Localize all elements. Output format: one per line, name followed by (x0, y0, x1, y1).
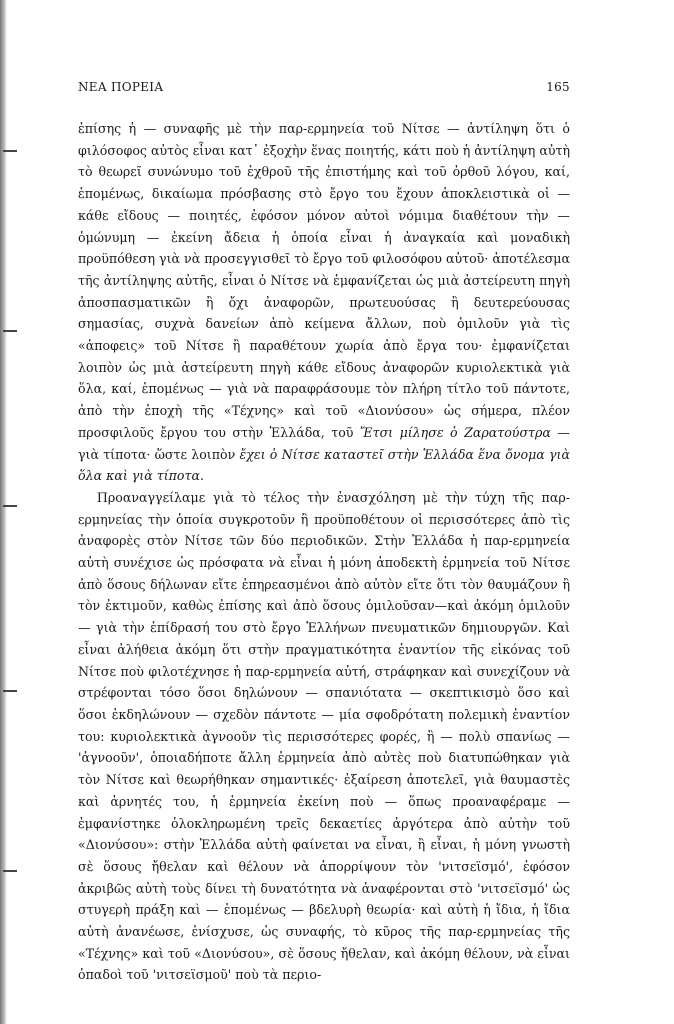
spine-tick-mark (3, 330, 17, 332)
spine-tick-mark (3, 870, 17, 872)
text-run: Προαναγγείλαμε γιὰ τὸ τέλος τὴν ἐνασχόληση μὲ τὴν τύχη τῆς παρ-ερμηνείας τὴν ὁποία συγκροτοῦν ἢ προϋποθέτουν οἱ περισσότερες ἀπὸ τὶς ἀναφορὲς στὸν Νίτσε τῶν δύο περιοδικῶν. Στὴν Ἑλλάδα ἡ παρ-ερμηνεία αὐτὴ συνέχισε ὡς πρόσφατα νὰ εἶναι ἡ μόνη ἀποδεκτὴ ἑρμηνεία τοῦ Νίτσε ἀπὸ ὅσους δήλωναν εἴτε ἐπηρεασμένοι ἀπὸ αὐτὸν εἴτε ὅτι τὸν θαυμάζουν ἢ τὸν ἐκτιμοῦν, καθὼς ἐπίσης καὶ ἀπὸ ὅσους ὁμιλοῦσαν—καὶ ἀκόμη ὁμιλοῦν — γιὰ τὴν ἐπίδρασή του στὸ ἔργο Ἑλλήνων πνευματικῶν δημιουργῶν. Καὶ εἶναι ἀλήθεια ἀκόμη ὅτι στὴν πραγματικότητα ἐναντίον τῆς εἰκόνας τοῦ Νίτσε ποὺ φιλοτέχνησε ἡ παρ-ερμηνεία αὐτή, στράφηκαν καὶ συνεχίζουν νὰ στρέφονται τόσο ὅσοι δηλώνουν — σπανιότατα — σκεπτικισμὸ ὅσο καὶ ὅσοι ἐκδηλώνουν — σχεδὸν πάντοτε — μία σφοδρότατη πολεμικὴ ἐναντίον του: κυριολεκτικὰ ἀγνοοῦν τὶς περισσότερες φορές, ἢ — πολὺ σπανίως — 'ἀγνοοῦν', ὁποιαδήποτε ἄλλη ἑρμηνεία ἀπὸ αὐτὲς ποὺ διατυπώθηκαν γιὰ τὸν Νίτσε καὶ θεωρήθηκαν σημαντικές· ἐξαίρεση ἀποτελεῖ, γιὰ θαυμαστὲς καὶ ἀρνητές του, ἡ ἑρμηνεία ἐκείνη ποὺ — ὅπως προαναφέραμε — ἐμφανίστηκε ὁλοκληρωμένη τρεῖς δεκαετίες ἀργότερα ἀπὸ αὐτὴν τοῦ «Διονύσου»: στὴν Ἑλλάδα αὐτὴ φαίνεται να εἶναι, ἢ εἶναι, ἡ μόνη γνωστὴ σὲ ὅσους ἤθελαν καὶ θέλουν νὰ ἀπορρίψουν τὸν 'νιτσεϊσμό', ἐφόσον ἀκριβῶς αὐτὴ τοὺς δίνει τὴ δυνατότητα νὰ ἀναφέρονται στὸ 'νιτσεϊσμό' ὡς στυγερὴ πράξη καὶ — ἑπομένως — βδελυρὴ θεωρία· καὶ αὐτὴ ἡ ἴδια, ἡ ἴδια αὐτὴ ἀνανέωσε, ἐνίσχυσε, ὡς συναφής, τὸ κῦρος τῆς παρ-ερμηνείας τῆς «Τέχνης» καὶ τοῦ «Διονύσου», σὲ ὅσους ἤθελαν, καὶ ἀκόμη θέλουν, νὰ εἶναι ὀπαδοὶ τοῦ 'νιτσεϊσμοῦ' ποὺ τὰ περιο- (78, 489, 570, 983)
italic-book-title: Ἔτσι μίλησε ὁ Ζαρατούστρα (359, 424, 551, 440)
spine-tick-mark (3, 505, 17, 507)
page-header (78, 80, 570, 96)
paragraph (78, 118, 570, 487)
spine-tick-mark (3, 150, 17, 152)
spine-tick-mark (3, 690, 17, 692)
paragraph (78, 487, 570, 986)
text-run: — γιὰ τίποτα· ὥστε λοιπὸν (78, 424, 570, 462)
italic-text-run: ἔχει ὁ Νίτσε καταστεῖ στὴν Ἑλλάδα ἕνα ὄνομα γιὰ ὅλα καὶ γιὰ τίποτα. (78, 446, 570, 484)
body-text (78, 118, 570, 986)
text-run: ἐπίσης ἡ — συναφῆς μὲ τὴν παρ-ερμηνεία τοῦ Νίτσε — ἀντίληψη ὅτι ὁ φιλόσοφος αὐτὸς εἶναι κατ᾽ ἐξοχὴν ἕνας ποιητής, κάτι ποὺ ἡ ἀντίληψη αὐτὴ τὸ θεωρεῖ συνώνυμο τοῦ ἐχθροῦ τῆς ἐπιστήμης καὶ τοῦ ὀρθοῦ λόγου, καί, ἑπομένως, δικαίωμα πρόσβασης στὸ ἔργο του ἔχουν ἀποκλειστικὰ οἱ — κάθε εἴδους — ποιητές, ἐφόσον μόνον αὐτοὶ νόμιμα διαθέτουν τὴν — ὁμώνυμη — ἐκείνη ἄδεια ἡ ὁποία εἶναι ἡ ἀναγκαία καὶ μοναδικὴ προϋπόθεση γιὰ νὰ προσεγγισθεῖ τὸ ἔργο τοῦ φιλοσόφου αὐτοῦ· ἀποτέλεσμα τῆς ἀντίληψης αὐτῆς, εἶναι ὁ Νίτσε νὰ ἐμφανίζεται ὡς μιὰ ἀστείρευτη πηγὴ ἀποσπασματικῶν ἢ ὄχι ἀναφορῶν, πρωτευούσας ἢ δευτερεύουσας σημασίας, συχνὰ δανείων ἀπὸ κείμενα ἄλλων, ποὺ ὁμιλοῦν γιὰ τὶς «ἀποφεις» τοῦ Νίτσε ἢ παραθέτουν χωρία ἀπὸ ἔργα του· ἐμφανίζεται λοιπὸν ὡς μιὰ ἀστείρευτη πηγὴ κάθε εἴδους ἀναφορῶν κυριολεκτικὰ γιὰ ὅλα, καί, ἑπομένως — γιὰ νὰ παραφράσουμε τὸν πλήρη τίτλο τοῦ πάντοτε, ἀπὸ τὴν ἐποχὴ τῆς «Τέχνης» καὶ τοῦ «Διονύσου» ὡς σήμερα, πλέον προσφιλοῦς ἔργου του στὴν Ἑλλάδα, τοῦ (78, 121, 570, 440)
running-head: ΝΕΑ ΠΟΡΕΙΑ (78, 80, 164, 94)
page-number: 165 (546, 80, 570, 94)
